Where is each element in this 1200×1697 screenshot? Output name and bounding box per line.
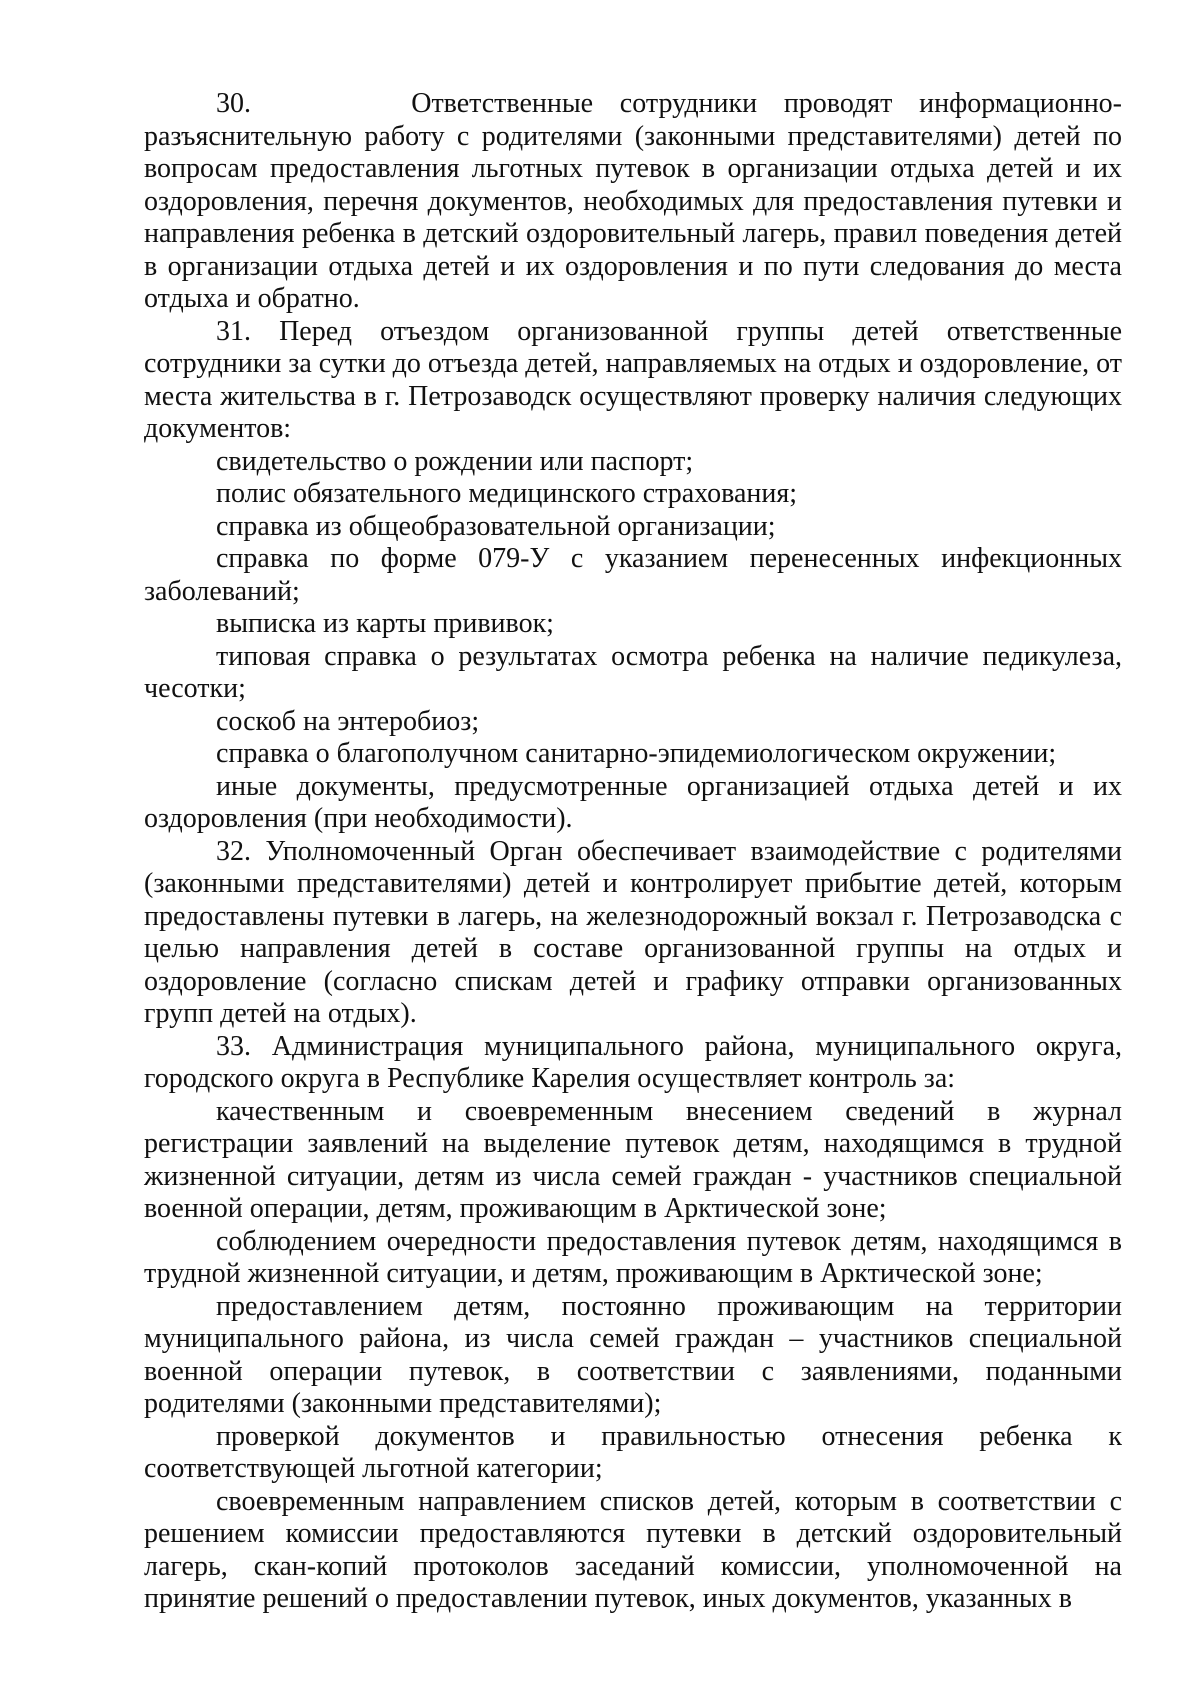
list-item-form-079u: справка по форме 079-У с указанием перенесенных инфекционных заболеваний; — [144, 543, 1122, 607]
list-item-vaccination-record: выписка из карты прививок; — [216, 608, 554, 639]
control-item-journal-registration: качественным и своевременным внесением сведений в журнал регистрации заявлений на выделение путевок детям, находящимся в трудной жизненной ситуации, детям из числа семей граждан - участников специальной военной операции, детям, проживающим в Арктической зоне; — [144, 1095, 1122, 1224]
paragraph-31: 31. Перед отъездом организованной группы детей ответственные сотрудники за сутки до отъезда детей, направляемых на отдых и оздоровление, от места жительства в г. Петрозаводск осуществляют проверку наличия следующих документов: — [144, 315, 1122, 444]
list-item-other-documents: иные документы, предусмотренные организацией отдыха детей и их оздоровления (при необходимости). — [144, 770, 1122, 834]
control-item-queue-order: соблюдением очередности предоставления путевок детям, находящимся в трудной жизненной ситуации, и детям, проживающим в Арктической зоне; — [144, 1225, 1122, 1289]
list-item-birth-certificate: свидетельство о рождении или паспорт; — [216, 445, 694, 477]
document-page — [144, 88, 1122, 1616]
list-item-insurance-policy: полис обязательного медицинского страхования; — [216, 478, 797, 509]
control-item-document-check: проверкой документов и правильностью отнесения ребенка к соответствующей льготной категории; — [144, 1420, 1122, 1484]
list-item-enterobiasis-test: соскоб на энтеробиоз; — [216, 705, 480, 737]
paragraph-30: 30. Ответственные сотрудники проводят информационно-разъяснительную работу с родителями (законными представителями) детей по вопросам предоставления льготных путевок в организации отдыха детей и их оздоровления, перечня документов, необходимых для предоставления путевки и направления ребенка в детский оздоровительный лагерь, правил поведения детей в организации отдыха детей и их оздоровления и по пути следования до места отдыха и обратно. — [144, 88, 1122, 314]
control-item-list-submission: своевременным направлением списков детей, которым в соответствии с решением комиссии предоставляются путевки в детский оздоровительный лагерь, скан-копий протоколов заседаний комиссии, уполномоченной на принятие решений о предоставлении путевок, иных документов, указанных в — [144, 1485, 1122, 1614]
list-item-school-certificate: справка из общеобразовательной организации; — [216, 510, 776, 542]
control-item-svo-families: предоставлением детям, постоянно проживающим на территории муниципального района, из числа семей граждан – участников специальной военной операции путевок, в соответствии с заявлениями, поданными родителями (законными представителями); — [144, 1290, 1122, 1419]
list-item-medical-exam-certificate: типовая справка о результатах осмотра ребенка на наличие педикулеза, чесотки; — [144, 640, 1122, 704]
list-item-epidemiological-certificate: справка о благополучном санитарно-эпидемиологическом окружении; — [216, 738, 1057, 769]
paragraph-33: 33. Администрация муниципального района, муниципального округа, городского округа в Республике Карелия осуществляет контроль за: — [144, 1030, 1122, 1094]
paragraph-32: 32. Уполномоченный Орган обеспечивает взаимодействие с родителями (законными представителями) детей и контролирует прибытие детей, которым предоставлены путевки в лагерь, на железнодорожный вокзал г. Петрозаводска с целью направления детей в составе организованной группы на отдых и оздоровление (согласно спискам детей и графику отправки организованных групп детей на отдых). — [144, 835, 1122, 1029]
